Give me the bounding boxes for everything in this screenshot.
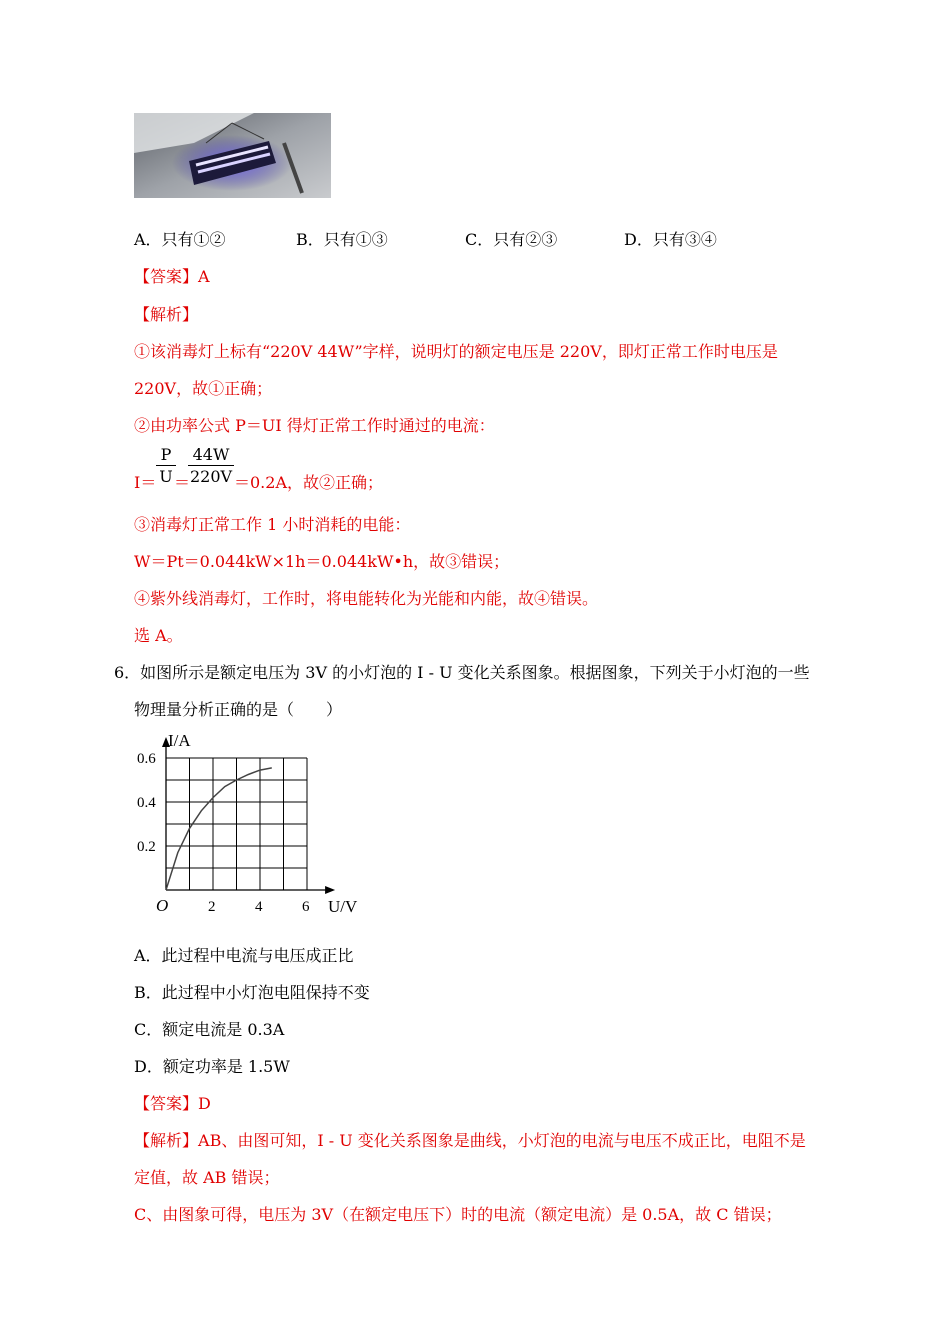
fraction-denominator: U: [159, 467, 173, 486]
uv-lamp-photo: [134, 113, 331, 198]
y-tick-label: 0.2: [137, 839, 156, 855]
q6-analysis-line-2: 定值，故 AB 错误；: [134, 1168, 280, 1187]
fraction-denominator: 220V: [189, 467, 233, 486]
x-tick-label: 6: [302, 899, 310, 915]
y-tick-label: 0.6: [137, 751, 156, 767]
q6-analysis-line-1: [134, 1128, 806, 1151]
analysis-line-8: 选 A。: [134, 626, 183, 645]
graph-axes: [162, 737, 335, 894]
q6-analysis-tag: 【解析】: [134, 1131, 199, 1150]
question-6-stem: 6．如图所示是额定电压为 3V 的小灯泡的 I - U 变化关系图象。根据图象，下列关于小灯泡的一些: [114, 663, 810, 682]
fraction-44w-over-220v: [188, 445, 234, 488]
x-tick-label: 2: [208, 899, 216, 915]
uv-lamp-image: [134, 113, 331, 198]
analysis-line-5: ③消毒灯正常工作 1 小时消耗的电能：: [134, 515, 411, 534]
origin-label: O: [156, 896, 169, 915]
fraction-numerator: 44W: [188, 445, 234, 466]
analysis-line-7: ④紫外线消毒灯，工作时，将电能转化为光能和内能，故④错误。: [134, 589, 599, 608]
analysis-line-3: ②由功率公式 P＝UI 得灯正常工作时通过的电流：: [134, 416, 495, 435]
equation-suffix: ＝0.2A，故②正确；: [234, 473, 384, 492]
q6-option-d: D．额定功率是 1.5W: [134, 1057, 290, 1076]
answer-label: 【答案】A: [134, 267, 210, 286]
y-axis-label: I/A: [168, 731, 191, 750]
analysis-line-1: ①该消毒灯上标有“220V 44W”字样，说明灯的额定电压是 220V，即灯正常工作时电压是: [134, 342, 778, 361]
x-tick-labels: [208, 899, 310, 915]
y-tick-labels: [137, 751, 156, 855]
iu-curve: [166, 768, 272, 890]
q6-option-b: B．此过程中小灯泡电阻保持不变: [134, 983, 370, 1002]
equation-prefix: I＝: [134, 473, 157, 492]
analysis-line-2: 220V，故①正确；: [134, 379, 273, 398]
q6-option-a: A．此过程中电流与电压成正比: [134, 946, 354, 965]
x-axis-arrow: [325, 886, 335, 894]
option-a: A．只有①②: [134, 230, 226, 249]
fraction-p-over-u: [156, 445, 176, 488]
iu-graph: [132, 730, 372, 920]
question-6-stem-cont: 物理量分析正确的是（ ）: [134, 700, 343, 719]
option-d: D．只有③④: [624, 230, 717, 249]
analysis-line-6: W＝Pt＝0.044kW×1h＝0.044kW•h，故③错误；: [134, 552, 510, 571]
fraction-numerator: P: [156, 445, 176, 466]
x-axis-label: U/V: [328, 897, 358, 916]
equation-equals: ＝: [174, 473, 191, 492]
q6-analysis-text: AB、由图可知，I - U 变化关系图象是曲线，小灯泡的电流与电压不成正比，电阻不是: [198, 1131, 806, 1150]
analysis-title: 【解析】: [134, 305, 199, 324]
q6-answer: 【答案】D: [134, 1094, 211, 1113]
q6-analysis-line-3: C、由图象可得，电压为 3V（在额定电压下）时的电流（额定电流）是 0.5A，故 C 错误；: [134, 1205, 782, 1224]
graph-grid: [166, 758, 307, 890]
x-tick-label: 4: [255, 899, 263, 915]
y-tick-label: 0.4: [137, 795, 156, 811]
option-b: B．只有①③: [296, 230, 388, 249]
q6-option-c: C．额定电流是 0.3A: [134, 1020, 285, 1039]
option-c: C．只有②③: [465, 230, 558, 249]
